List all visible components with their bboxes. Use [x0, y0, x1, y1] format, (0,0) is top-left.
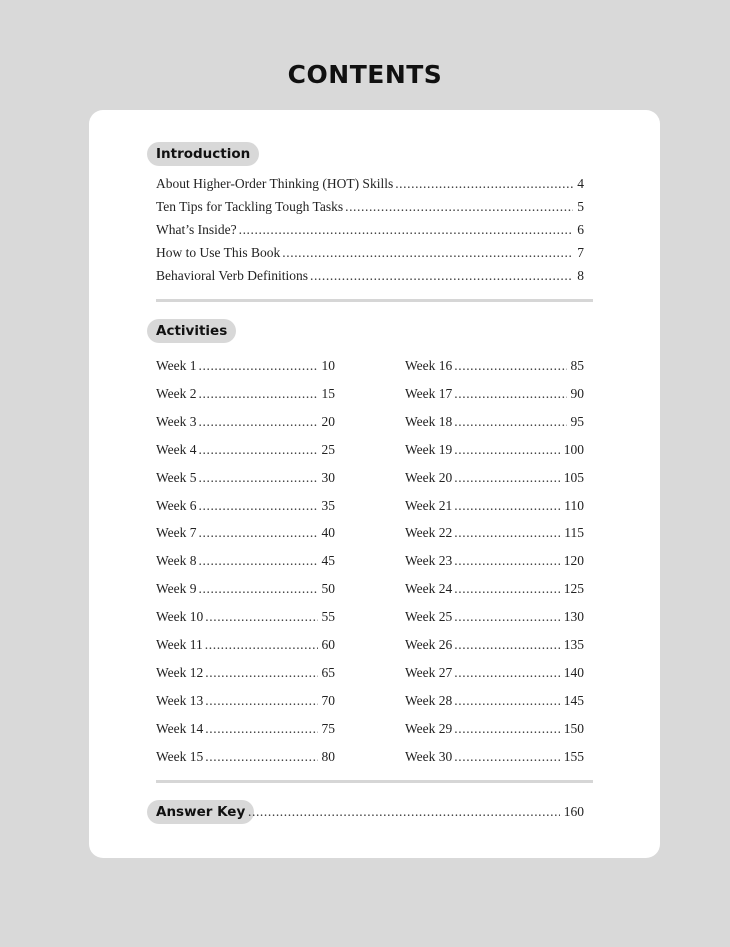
- toc-entry-label: Behavioral Verb Definitions: [156, 268, 308, 283]
- week-entry-label: Week 6: [156, 497, 197, 513]
- dot-leader: [310, 266, 573, 286]
- dot-leader: [199, 356, 318, 376]
- dot-leader: [454, 719, 559, 739]
- week-entry[interactable]: [405, 607, 584, 627]
- week-entry[interactable]: [405, 691, 584, 711]
- toc-entry-page: 160: [563, 804, 584, 819]
- week-entry-page: 10: [321, 358, 335, 373]
- dot-leader: [454, 635, 559, 655]
- week-entry-page: 140: [563, 664, 584, 680]
- week-entry-label: Week 26: [405, 637, 453, 652]
- week-entry-page: 110: [564, 497, 584, 513]
- week-entry-label: Week 17: [405, 385, 453, 401]
- week-entry[interactable]: [405, 468, 584, 488]
- week-entry-label: Week 14: [156, 720, 204, 736]
- activities-heading: Activities: [147, 319, 236, 343]
- dot-leader: [239, 220, 574, 240]
- week-entry-page: 65: [321, 664, 335, 680]
- week-entry-page: 70: [321, 692, 335, 708]
- week-entry[interactable]: [156, 663, 335, 683]
- dot-leader: [454, 384, 566, 404]
- toc-entry-page: 7: [577, 245, 584, 260]
- week-entry-label: Week 16: [405, 358, 453, 373]
- toc-entry[interactable]: [156, 174, 584, 194]
- week-entry-label: Week 20: [405, 469, 453, 485]
- week-entry-page: 40: [321, 525, 335, 541]
- toc-entry-page: 5: [577, 199, 584, 214]
- week-entry-label: Week 22: [405, 525, 453, 541]
- dot-leader: [454, 691, 559, 711]
- week-entry[interactable]: [405, 523, 584, 543]
- week-entry-page: 30: [321, 469, 335, 485]
- week-entry-label: Week 29: [405, 720, 453, 736]
- week-entry[interactable]: [156, 747, 335, 767]
- week-entry-label: Week 18: [405, 413, 453, 429]
- week-entry[interactable]: [156, 412, 335, 432]
- week-entry-label: Week 9: [156, 581, 197, 597]
- dot-leader: [199, 496, 318, 516]
- week-entry[interactable]: [405, 579, 584, 599]
- week-entry[interactable]: [156, 356, 335, 376]
- week-entry-label: Week 21: [405, 497, 453, 513]
- week-entry[interactable]: [405, 496, 584, 516]
- week-entry-page: 120: [563, 553, 584, 569]
- week-entry-page: 155: [563, 748, 584, 764]
- week-entry-label: Week 7: [156, 525, 197, 541]
- toc-entry-label: About Higher-Order Thinking (HOT) Skills: [156, 176, 394, 191]
- week-entry-label: Week 11: [156, 637, 203, 652]
- week-entry-label: Week 8: [156, 553, 197, 569]
- week-entry[interactable]: [156, 384, 335, 404]
- week-entry-label: Week 19: [405, 441, 453, 457]
- dot-leader: [454, 551, 559, 571]
- dot-leader: [282, 243, 573, 263]
- week-entry[interactable]: [405, 384, 584, 404]
- week-entry[interactable]: [156, 635, 335, 655]
- page-title: CONTENTS: [287, 60, 443, 89]
- week-entry-page: 105: [563, 469, 584, 485]
- week-entry[interactable]: [405, 551, 584, 571]
- week-entry-label: Week 2: [156, 385, 197, 401]
- week-entry[interactable]: [156, 496, 335, 516]
- week-entry-label: Week 4: [156, 441, 197, 457]
- toc-entry-page: 6: [577, 222, 584, 237]
- dot-leader: [199, 523, 318, 543]
- week-entry-label: Week 30: [405, 748, 453, 764]
- dot-leader: [454, 496, 560, 516]
- week-entry[interactable]: [156, 719, 335, 739]
- week-entry-page: 145: [563, 692, 584, 708]
- week-entry-page: 100: [563, 441, 584, 457]
- week-entry-label: Week 15: [156, 748, 204, 764]
- dot-leader: [345, 197, 573, 217]
- week-entry-label: Week 28: [405, 692, 453, 708]
- dot-leader: [205, 719, 317, 739]
- dot-leader: [199, 412, 318, 432]
- dot-leader: [248, 802, 560, 822]
- week-entry-page: 60: [321, 637, 335, 652]
- toc-entry-page: 4: [577, 176, 584, 191]
- dot-leader: [454, 468, 559, 488]
- dot-leader: [454, 607, 559, 627]
- dot-leader: [205, 663, 317, 683]
- week-entry[interactable]: [156, 579, 335, 599]
- week-entry-label: Week 25: [405, 609, 453, 625]
- week-entry-label: Week 24: [405, 581, 453, 597]
- dot-leader: [395, 174, 573, 194]
- contents-card: [89, 110, 660, 858]
- week-entry-label: Week 12: [156, 664, 204, 680]
- week-entry-page: 135: [563, 637, 584, 652]
- toc-entry-label: What’s Inside?: [156, 222, 237, 237]
- week-entry-label: Week 10: [156, 609, 204, 625]
- toc-entry-label: How to Use This Book: [156, 245, 281, 260]
- toc-entry[interactable]: [156, 197, 584, 217]
- week-entry[interactable]: [156, 468, 335, 488]
- week-entry[interactable]: [156, 607, 335, 627]
- dot-leader: [205, 691, 317, 711]
- dot-leader: [454, 440, 559, 460]
- week-entry-page: 25: [321, 441, 335, 457]
- dot-leader: [199, 579, 318, 599]
- week-entry-label: Week 27: [405, 664, 453, 680]
- week-entry[interactable]: [405, 635, 584, 655]
- dot-leader: [199, 440, 318, 460]
- week-entry-page: 20: [321, 413, 335, 429]
- dot-leader: [454, 523, 560, 543]
- toc-entry[interactable]: [156, 220, 584, 240]
- week-entry-label: Week 23: [405, 553, 453, 569]
- week-entry-page: 80: [321, 748, 335, 764]
- week-entry[interactable]: [405, 356, 584, 376]
- dot-leader: [205, 607, 317, 627]
- week-entry-page: 95: [570, 413, 584, 429]
- dot-leader: [199, 384, 318, 404]
- dot-leader: [454, 747, 559, 767]
- week-entry-label: Week 5: [156, 469, 197, 485]
- week-entry-page: 90: [570, 385, 584, 401]
- week-entry[interactable]: [156, 440, 335, 460]
- week-entry[interactable]: [405, 412, 584, 432]
- dot-leader: [454, 663, 559, 683]
- week-entry-page: 130: [563, 609, 584, 625]
- week-entry-label: Week 3: [156, 413, 197, 429]
- week-entry[interactable]: [405, 747, 584, 767]
- week-entry-label: Week 1: [156, 358, 197, 373]
- week-entry[interactable]: [156, 691, 335, 711]
- toc-entry-label: Ten Tips for Tackling Tough Tasks: [156, 199, 344, 214]
- section-divider: [156, 780, 593, 783]
- week-entry[interactable]: [405, 663, 584, 683]
- week-entry-page: 45: [321, 553, 335, 569]
- dot-leader: [454, 356, 566, 376]
- week-entry-page: 55: [321, 609, 335, 625]
- dot-leader: [205, 747, 317, 767]
- week-entry-page: 50: [321, 581, 335, 597]
- week-entry[interactable]: [405, 440, 584, 460]
- week-entry[interactable]: [156, 523, 335, 543]
- week-entry-page: 125: [563, 581, 584, 597]
- dot-leader: [199, 551, 318, 571]
- week-entry-page: 15: [321, 385, 335, 401]
- week-entry-page: 75: [321, 720, 335, 736]
- toc-entry[interactable]: [156, 266, 584, 286]
- week-entry[interactable]: [405, 719, 584, 739]
- dot-leader: [454, 579, 559, 599]
- week-entry-page: 85: [570, 358, 584, 373]
- dot-leader: [454, 412, 566, 432]
- toc-entry[interactable]: [156, 243, 584, 263]
- week-entry-page: 115: [564, 525, 584, 541]
- answer-key-heading[interactable]: Answer Key: [147, 800, 254, 824]
- toc-entry-page: 8: [577, 268, 584, 283]
- week-entry-label: Week 13: [156, 692, 204, 708]
- dot-leader: [199, 468, 318, 488]
- section-divider: [156, 299, 593, 302]
- week-entry-page: 35: [321, 497, 335, 513]
- answer-key-entry[interactable]: [248, 802, 584, 822]
- dot-leader: [205, 635, 318, 655]
- week-entry[interactable]: [156, 551, 335, 571]
- introduction-heading: Introduction: [147, 142, 259, 166]
- week-entry-page: 150: [563, 720, 584, 736]
